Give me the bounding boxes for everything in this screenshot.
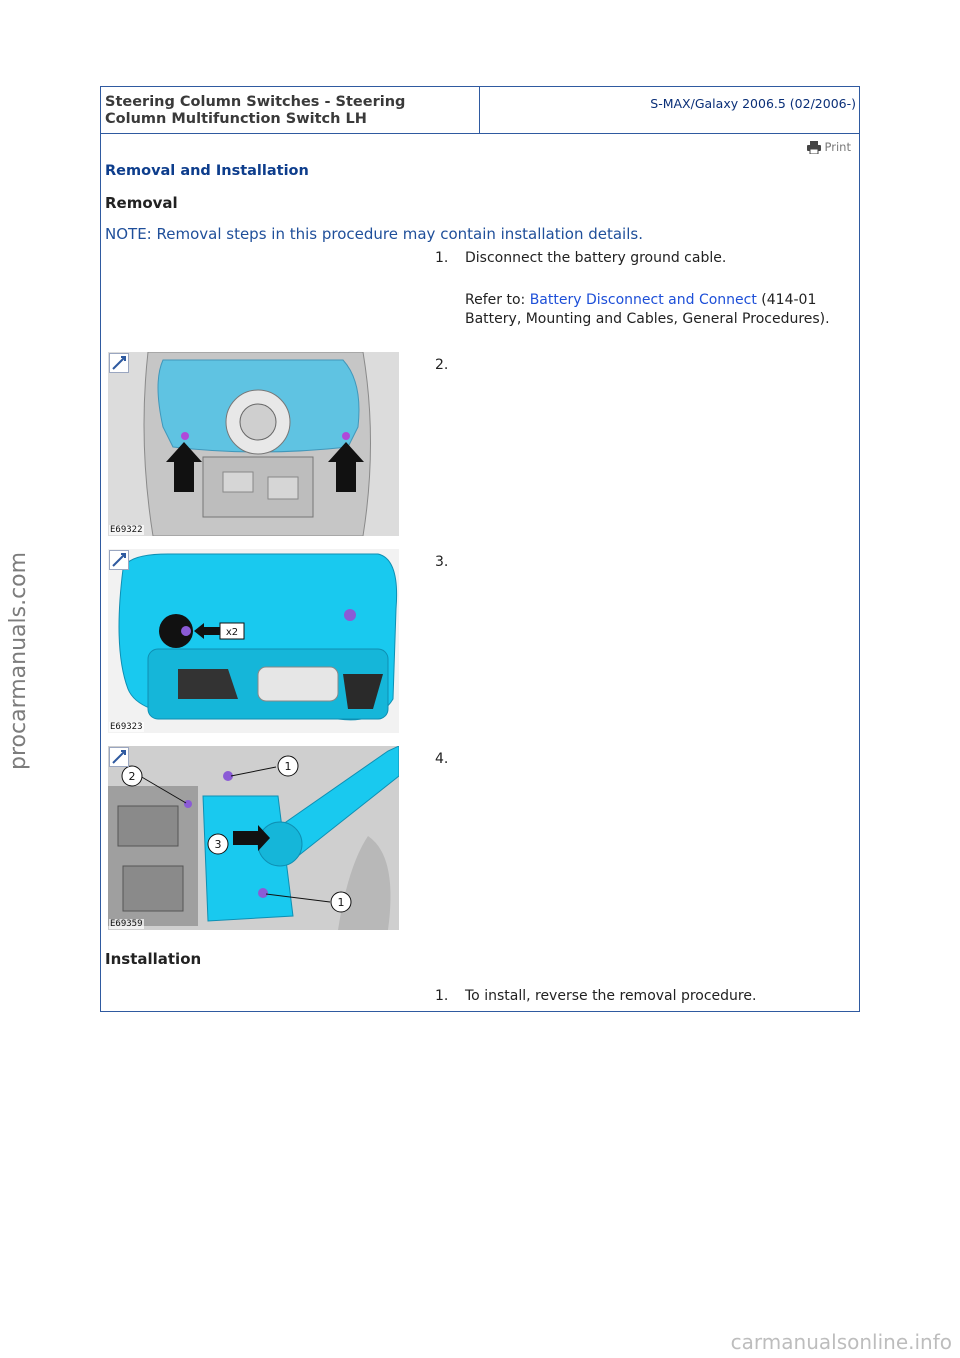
- step-1-reference: [465, 291, 845, 329]
- figure-multifunction-switch[interactable]: [108, 746, 399, 930]
- print-label: Print: [824, 140, 851, 154]
- removal-note: NOTE: Removal steps in this procedure may contain installation details.: [105, 225, 643, 243]
- reference-prefix: Refer to:: [465, 292, 530, 308]
- reference-suffix: (414-01 Battery, Mounting and Cables, General Procedures).: [465, 292, 830, 327]
- install-step-1-number: 1.: [435, 988, 449, 1004]
- multifunction-switch-illustration: [108, 746, 399, 930]
- figure-label: E69322: [110, 525, 143, 535]
- document-frame: [100, 86, 860, 1012]
- step-1-number: 1.: [435, 250, 449, 266]
- callout-3: 3: [214, 838, 222, 851]
- section-title: Removal and Installation: [105, 163, 309, 179]
- upper-shroud-illustration: [108, 549, 399, 733]
- print-link[interactable]: [807, 140, 851, 154]
- fastener-quantity-callout: x2: [225, 627, 239, 638]
- figure-label: E69359: [110, 919, 143, 929]
- page-title: Steering Column Switches - Steering Column Multifunction Switch LH: [105, 94, 406, 127]
- callout-1-bottom: 1: [337, 896, 345, 909]
- step-4-number: 4.: [435, 751, 449, 767]
- step-1-text: Disconnect the battery ground cable.: [465, 250, 727, 266]
- step-2-number: 2.: [435, 357, 449, 373]
- installation-heading: Installation: [105, 950, 202, 968]
- header-divider: [479, 87, 480, 133]
- step-3-number: 3.: [435, 554, 449, 570]
- page-header: [101, 87, 859, 134]
- removal-heading: Removal: [105, 194, 178, 212]
- zoom-icon[interactable]: [109, 747, 129, 767]
- figure-label: E69323: [110, 722, 143, 732]
- zoom-icon[interactable]: [109, 550, 129, 570]
- callout-1-top: 1: [284, 760, 292, 773]
- steering-shroud-illustration: [108, 352, 399, 536]
- printer-icon: [807, 141, 821, 154]
- bottom-watermark: carmanualsonline.info: [730, 1330, 952, 1354]
- figure-upper-shroud[interactable]: [108, 549, 399, 733]
- callout-2: 2: [128, 770, 136, 783]
- figure-steering-shroud[interactable]: [108, 352, 399, 536]
- battery-disconnect-link[interactable]: Battery Disconnect and Connect: [529, 292, 757, 308]
- side-watermark: procarmanuals.com: [6, 551, 31, 770]
- zoom-icon[interactable]: [109, 353, 129, 373]
- install-step-1-text: To install, reverse the removal procedure.: [465, 988, 757, 1004]
- vehicle-model: S-MAX/Galaxy 2006.5 (02/2006-): [650, 96, 856, 111]
